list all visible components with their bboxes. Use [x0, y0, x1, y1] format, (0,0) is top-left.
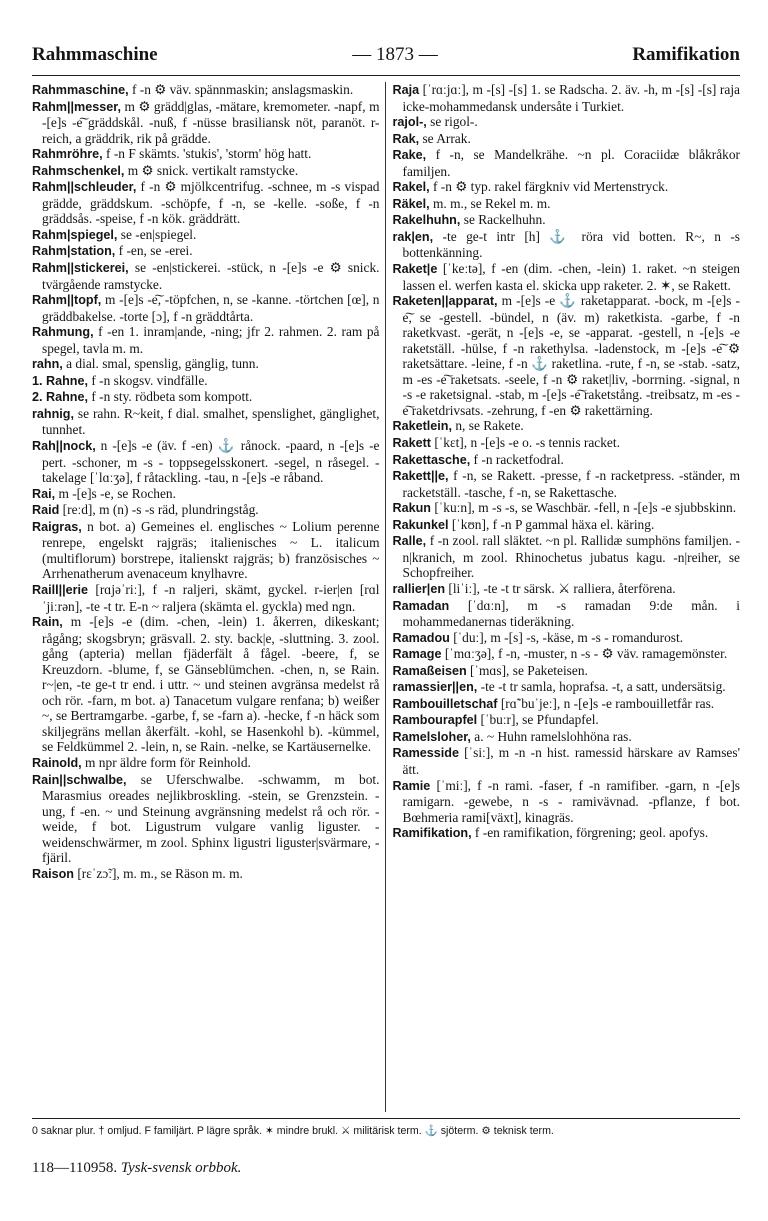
- entry-headword: Rakelhuhn,: [392, 213, 461, 228]
- entry-definition: f -n zool. rall släktet. ~n pl. Rallidæ sumphöns familjen. -n|kranich, m zool. Rhinochetus jubatus kagu. -n|reiher, se Schopfreiher.: [402, 533, 740, 581]
- entry-definition: m ⚙ grädd|glas, -mätare, kremometer. -napf, m -[e]s -e͠ gräddskål. -nuß, f -nüsse brasiliansk nöt, paranöt. r-reich, a gräddrik, rik på grädde.: [42, 98, 380, 146]
- dictionary-entry: [32, 389, 380, 406]
- dictionary-entry: [393, 517, 741, 534]
- entry-headword: Raketlein,: [392, 419, 452, 434]
- entry-definition: f -n ⚙ väv. spännmaskin; anslagsmaskin.: [128, 82, 354, 97]
- entry-headword: rahnig,: [32, 406, 74, 421]
- entry-definition: m -[e]s -e, se Rochen.: [55, 485, 176, 501]
- entry-headword: Rakun: [392, 501, 431, 516]
- entry-definition: m -[e]s -e (dim. -chen, -lein) 1. åkerren, dikeskant; rågång; skogsbryn; gräsvall. 2. sty. back|e, -sluttning. 3. zool. gång (apteria) mellan fjäderfält å fågel. -beere, f, se Kreuzdorn. -blume, f, se Gänseblümchen. -chen, n, se Rain. r~|en, -te ge-t tr end. i uttr. ~ und steinen avgränsa medelst rå och rör. -farn, m bot. a) Tanacetum vulgare renfana; b) weißer ~, se Bertramgarbe. -garbe, f, se -farn a). -hecke, f -n häck som skiljegräns mellan åkerfält. -kohl, se Hasenkohl b). -kümmel, se Feldkümmel 2. -lein, n, se Rain. -nelke, se Kartäusernelke.: [42, 614, 380, 755]
- entry-definition: a dial. smal, spenslig, gänglig, tunn.: [62, 356, 259, 372]
- page-number: — 1873 —: [352, 44, 438, 65]
- dictionary-entry: [32, 772, 380, 866]
- entry-definition: [ˈkɛt], n -[e]s -e o. -s tennis racket.: [431, 435, 620, 451]
- entry-headword: Rambouilletschaf: [392, 696, 498, 711]
- dictionary-entry: [393, 147, 741, 179]
- entry-definition: [rɑ̃ˈbuˈjeː], n -[e]s -e rambouilletfår ras.: [497, 695, 715, 711]
- entry-definition: f -n, se Rakett. -presse, f -n racketpress. -ständer, m racketställ. -tasche, f -n, se Rakettasche.: [402, 468, 740, 500]
- entry-definition: n, se Rakete.: [452, 418, 524, 434]
- entry-definition: m ⚙ snick. vertikalt ramstycke.: [124, 162, 299, 178]
- entry-headword: Rahm||messer,: [32, 99, 121, 114]
- entry-definition: m npr äldre form för Reinhold.: [81, 754, 251, 770]
- entry-headword: Rakett: [392, 436, 431, 451]
- dictionary-entry: [393, 500, 741, 517]
- entry-headword: Rakel,: [392, 180, 430, 195]
- dictionary-entry: [393, 679, 741, 696]
- entry-headword: 1. Rahne,: [32, 373, 88, 388]
- entry-definition: -te -t tr samla, hoprafsa. -t, a satt, undersätsig.: [477, 679, 726, 695]
- dictionary-entry: [393, 212, 741, 229]
- entry-definition: [reːd], m (n) -s -s räd, plundringståg.: [59, 502, 259, 518]
- dictionary-entry: [32, 243, 380, 260]
- dictionary-entry: [393, 778, 741, 826]
- entry-definition: [rɑjəˈriː], f -n raljeri, skämt, gyckel. r-ier|en [rɑlˈjiːrən], -te -t tr. E-n ~ raljera (skämta el. gyckla) med ngn.: [42, 581, 380, 614]
- right-column: [386, 82, 741, 1112]
- entry-definition: f -n, se Mandelkrähe. ~n pl. Coraciidæ blåkråkor familjen.: [402, 147, 740, 179]
- dictionary-entry: [32, 356, 380, 373]
- entry-headword: Rakettasche,: [392, 452, 471, 467]
- dictionary-entry: [32, 82, 380, 99]
- dictionary-entry: [32, 99, 380, 147]
- entry-definition: se rahn. R~keit, f dial. smalhet, spenslighet, gänglighet, tunnhet.: [42, 405, 380, 438]
- dictionary-entry: [32, 292, 380, 324]
- entry-headword: rahn,: [32, 357, 63, 372]
- dictionary-entry: [393, 229, 741, 261]
- entry-definition: m -[e]s -e ⚓ raketapparat. -bock, m -[e]s -e͠, se -gestell. -bündel, n (äv. m) raketkista. -garbe, f -n raketkvast. -gerät, n -[e]s -e, se -apparat. -gestell, n -[e]s -e raketställ. -hülse, f -n rakethylsa. -ladenstock, m -[e]s -e͠ ⚙ raketsättare. -leine, f -n ⚓ raketlina. -rute, f -n, se -stab. -satz, m -es -e͠ raketsats. -seele, f -n ⚙ raket|liv, -borrning. -signal, n -s -e raketsignal. -stab, m -[e]s -e͠ raketstång. -treibsatz, m -es -e͠ raketdrivsats. -zehrung, f -en ⚙ rakettärning.: [402, 293, 740, 418]
- entry-headword: Ramie: [392, 778, 431, 793]
- header-left-guideword: Rahmmaschine: [32, 44, 158, 65]
- dictionary-entry: [393, 293, 741, 418]
- entry-definition: se Uferschwalbe. -schwamm, m bot. Marasmius oreades nejlikbroskling. -stein, se Grenzstein. -ung, f -en. ~ und Steinung avgränsning medelst rå och rör. -weide, f bot. Ligustrum vulgare vanlig liguster. -weidenschwärmer, m zool. Sphinx ligustri liguster|svärmare, -fjäril.: [42, 771, 380, 866]
- dictionary-entry: [393, 435, 741, 452]
- entry-headword: Rahm||schleuder,: [32, 180, 137, 195]
- dictionary-entry: [32, 866, 380, 883]
- abbreviation-legend: 0 saknar plur. † omljud. F familjärt. P lägre språk. ✶ mindre brukl. ⚔ militärisk term. ⚓ sjöterm. ⚙ teknisk term.: [32, 1125, 554, 1137]
- entry-headword: Raja: [392, 83, 420, 97]
- dictionary-entry: [32, 486, 380, 503]
- entry-headword: Raid: [32, 503, 60, 518]
- entry-definition: [rɛˈzɔ̃ː], m. m., se Räson m. m.: [74, 865, 243, 881]
- entry-definition: se -en|stickerei. -stück, n -[e]s -e ⚙ snick. tvärgående ramstycke.: [42, 260, 380, 292]
- entry-headword: rajol-,: [392, 115, 427, 130]
- entry-headword: Raketen||apparat,: [392, 294, 498, 309]
- dictionary-entry: [32, 146, 380, 163]
- entry-definition: f -en, se -erei.: [115, 243, 193, 259]
- footer-rule: [32, 1118, 740, 1119]
- entry-definition: [ˈkuːn], m -s -s, se Waschbär. -fell, n -[e]s -e sjubbskinn.: [431, 500, 737, 516]
- dictionary-entry: [32, 582, 380, 614]
- entry-definition: a. ~ Huhn ramelslohhöna ras.: [470, 728, 632, 744]
- entry-definition: [ˈdɑːn], m -s ramadan 9:de mån. i mohammedanernas tideräkning.: [402, 597, 740, 630]
- entry-definition: f -n F skämts. 'stukis', 'storm' hög hatt.: [102, 146, 312, 162]
- entry-headword: Rake,: [392, 148, 427, 163]
- entry-definition: [ˈrɑːjɑː], m -[s] -[s] 1. se Radscha. 2. äv. -h, m -[s] -[s] raja icke-mohammedansk undersåte i Turkiet.: [402, 82, 740, 114]
- entry-headword: Ramelsloher,: [392, 729, 471, 744]
- entry-headword: Ramaßeisen: [392, 663, 467, 678]
- dictionary-entry: [32, 614, 380, 755]
- entry-definition: m. m., se Rekel m. m.: [429, 195, 551, 211]
- dictionary-entry: [32, 227, 380, 244]
- dictionary-entry: [393, 82, 741, 114]
- entry-definition: [ˈmɑːʒə], f -n, -muster, n -s - ⚙ väv. ramagemönster.: [441, 646, 728, 662]
- dictionary-entry: [32, 163, 380, 180]
- dictionary-entry: [393, 630, 741, 647]
- dictionary-entry: [32, 755, 380, 772]
- entry-headword: Ramage: [392, 647, 442, 662]
- page-header: [32, 44, 740, 70]
- entry-definition: f -n ⚙ typ. rakel färgkniv vid Mertenstryck.: [429, 179, 669, 195]
- dictionary-entry: [393, 533, 741, 581]
- entry-definition: f -n ⚙ mjölkcentrifug. -schnee, m -s vispad grädde, gräddskum. -schöpfe, f -n, se -kelle. -soße, f -n gräddsås. -speise, f -n kök. gräddrätt.: [42, 179, 380, 227]
- entry-headword: Rak,: [392, 131, 420, 146]
- entry-headword: Rahm||topf,: [32, 293, 102, 308]
- dictionary-entry: [393, 261, 741, 293]
- imprint-number: 118—110958.: [32, 1160, 118, 1176]
- dictionary-entry: [32, 179, 380, 227]
- entry-headword: Ramesside: [392, 746, 460, 761]
- header-right-guideword: Ramifikation: [632, 44, 740, 65]
- entry-definition: [ˈkʊn], f -n P gammal häxa el. käring.: [448, 516, 655, 532]
- entry-headword: Ralle,: [392, 534, 427, 549]
- entry-definition: f -en 1. inram|ande, -ning; jfr 2. rahmen. 2. ram på spegel, tavla m. m.: [42, 324, 380, 356]
- entry-headword: Rambourapfel: [392, 713, 478, 728]
- entry-headword: Rahmröhre,: [32, 147, 103, 162]
- imprint: [32, 1160, 241, 1177]
- dictionary-entry: [393, 114, 741, 131]
- dictionary-entry: [393, 696, 741, 713]
- entry-headword: Ramadou: [392, 630, 450, 645]
- dictionary-entry: [32, 260, 380, 292]
- entry-headword: Rahmschenkel,: [32, 163, 125, 178]
- dictionary-entry: [393, 131, 741, 148]
- entry-definition: f -n sty. rödbeta som kompott.: [88, 389, 253, 405]
- entry-headword: Ramadan: [392, 598, 450, 613]
- entry-definition: [ˈkeːtə], f -en (dim. -chen, -lein) 1. raket. ~n steigen lassen el. werfen kasta el. skicka upp raketer. 2. ✶, se Rakett.: [402, 261, 740, 293]
- entry-headword: Raison: [32, 866, 74, 881]
- dictionary-entry: [393, 745, 741, 777]
- entry-headword: Räkel,: [392, 196, 430, 211]
- entry-headword: Rakunkel: [392, 517, 449, 532]
- entry-headword: Rahm||stickerei,: [32, 261, 129, 276]
- entry-headword: Raigras,: [32, 519, 82, 534]
- dictionary-entry: [393, 452, 741, 469]
- entry-headword: Rakett||e,: [392, 469, 449, 484]
- entry-definition: [ˈmiː], f -n rami. -faser, f -n ramifiber. -garn, n -[e]s ramigarn. -gewebe, n -s - ramivävnad. -pflanze, f bot. Bœhmeria rami[växt], kinagräs.: [402, 777, 740, 825]
- entry-headword: Raket|e: [392, 262, 438, 277]
- entry-definition: se Rackelhuhn.: [460, 212, 546, 228]
- entry-definition: [ˈbuːr], se Pfundapfel.: [477, 712, 599, 728]
- columns: [32, 82, 740, 1112]
- entry-headword: Rahm|spiegel,: [32, 227, 118, 242]
- entry-headword: rallier|en: [392, 581, 446, 596]
- entry-definition: [liˈiː], -te -t tr särsk. ⚔ ralliera, återförena.: [445, 580, 676, 596]
- entry-definition: f -n skogsv. vindfälle.: [88, 372, 208, 388]
- entry-definition: [ˈduː], m -[s] -s, -käse, m -s - romandurost.: [449, 629, 684, 645]
- dictionary-entry: [32, 373, 380, 390]
- entry-headword: Rai,: [32, 486, 56, 501]
- entry-definition: -te ge-t intr [h] ⚓ röra vid botten. R~, n -s bottenkänning.: [402, 228, 740, 261]
- entry-headword: Rahmmaschine,: [32, 83, 129, 97]
- dictionary-entry: [393, 598, 741, 630]
- entry-definition: n bot. a) Gemeines el. englisches ~ Lolium perenne renrepe, engelskt rajgräs; italienisches ~ L. italicum (multiflorum) borstrepe, italienskt rajgräs; b) französisches ~ Arrhenatherum avenaceum knylhavre.: [42, 518, 380, 582]
- entry-headword: Rahmung,: [32, 325, 94, 340]
- entry-headword: Rain,: [32, 615, 63, 630]
- dictionary-entry: [32, 438, 380, 486]
- dictionary-entry: [32, 406, 380, 438]
- imprint-title: Tysk-svensk orbbok.: [120, 1160, 242, 1176]
- dictionary-entry: [393, 179, 741, 196]
- entry-headword: Rah||nock,: [32, 439, 96, 454]
- dictionary-entry: [32, 502, 380, 519]
- dictionary-entry: [32, 324, 380, 356]
- dictionary-entry: [393, 418, 741, 435]
- entry-definition: se rigol-.: [426, 114, 478, 130]
- entry-headword: Raill||erie: [32, 582, 89, 597]
- entry-definition: f -en ramifikation, förgrening; geol. apofys.: [471, 825, 709, 841]
- entry-headword: Rainold,: [32, 755, 82, 770]
- entry-headword: Rahm|station,: [32, 244, 116, 259]
- left-column: [32, 82, 385, 1112]
- entry-definition: se -en|spiegel.: [117, 226, 197, 242]
- entry-definition: [ˈmɑs], se Paketeisen.: [466, 662, 588, 678]
- entry-definition: n -[e]s -e (äv. f -en) ⚓ rånock. -paard, n -[e]s -e pert. -schoner, m -s - toppsegelsskonert. -segel, n råsegel. -takelage [ˈlɑːʒə], f råtackling. -tau, n -[e]s -e råband.: [42, 438, 380, 486]
- entry-definition: se Arrak.: [419, 130, 471, 146]
- dictionary-entry: [393, 729, 741, 746]
- dictionary-entry: [393, 712, 741, 729]
- dictionary-entry: [393, 646, 741, 663]
- dictionary-entry: [393, 581, 741, 598]
- entry-definition: f -n racketfodral.: [470, 451, 564, 467]
- dictionary-entry: [393, 825, 741, 842]
- dictionary-entry: [393, 468, 741, 500]
- header-rule: [32, 75, 740, 76]
- dictionary-entry: [32, 519, 380, 582]
- entry-headword: rak|en,: [392, 229, 434, 244]
- dictionary-entry: [393, 196, 741, 213]
- entry-definition: m -[e]s -e͠, -töpfchen, n, se -kanne. -törtchen [œ], n gräddbakelse. -torte [ɔ], f -n gräddtårta.: [42, 292, 380, 324]
- entry-headword: 2. Rahne,: [32, 390, 88, 405]
- dictionary-entry: [393, 663, 741, 680]
- entry-headword: ramassier||en,: [392, 680, 478, 695]
- entry-headword: Rain||schwalbe,: [32, 772, 127, 787]
- entry-headword: Ramifikation,: [392, 826, 472, 841]
- entry-definition: [ˈsiː], m -n -n hist. ramessid härskare av Ramses' ätt.: [402, 745, 740, 777]
